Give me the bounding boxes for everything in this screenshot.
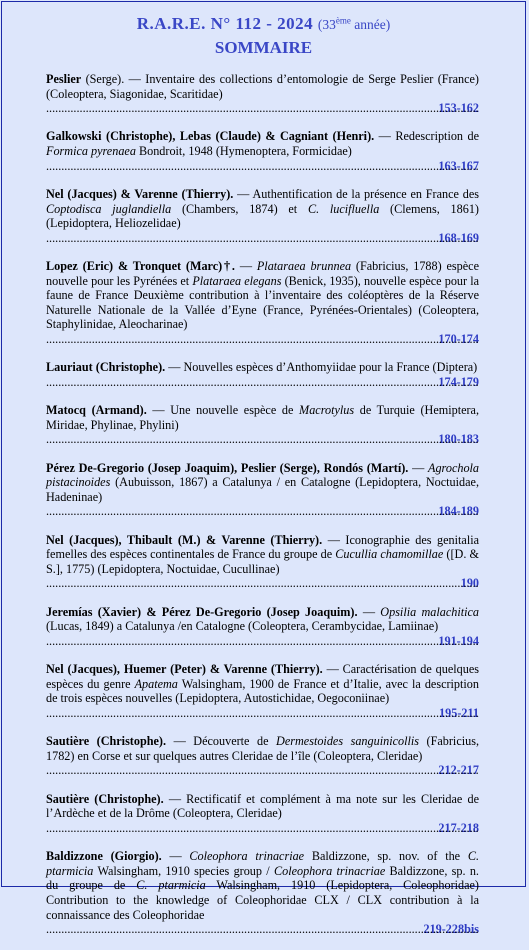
entry-text: — Iconographie des genitalia femelles des espèces continentales de France du groupe de xyxy=(46,532,480,562)
contents-frame xyxy=(1,1,526,937)
entry-text: Bondroit, 1948 (Hymenoptera, Formicidae) xyxy=(135,144,352,159)
entry-authors: Lopez (Eric) & Tronquet (Marc)†. xyxy=(46,259,235,273)
dot-leader xyxy=(46,922,479,937)
entry-authors: Nel (Jacques), Huemer (Peter) & Varenne (Thierry). xyxy=(46,662,323,677)
toc-entry xyxy=(46,187,479,245)
toc-entry xyxy=(46,605,479,649)
entry-text: ([D. & S.], 1775) (Lepidoptera, Noctuidae, Cucullinae) xyxy=(46,547,479,576)
entry-authors: Baldizzone (Giorgio). xyxy=(46,849,162,864)
entry-authors: Sautière (Christophe). xyxy=(46,791,164,806)
taxon-name: Dermestoides sanguinicollis xyxy=(276,734,419,749)
page-range: 191-194 xyxy=(434,634,479,649)
taxon-name: C. lucifluella xyxy=(307,201,380,216)
page-range: 180-183 xyxy=(434,432,479,447)
page-range: 153-162 xyxy=(434,101,479,116)
entry-text: (Fabricius, 1782) en Corse et sur quelques autres Cleridae de l’île (Coleoptera, Cleridae) xyxy=(46,734,479,763)
entry-text: Walsingham, 1910 species group / xyxy=(93,863,274,878)
dot-leader xyxy=(46,375,479,390)
taxon-name: Coptodiscа juglandiella xyxy=(46,201,172,216)
taxon-name: Coleophora trinacriae xyxy=(189,849,305,864)
dot-leader xyxy=(46,101,479,116)
taxon-name: C. ptarmicia xyxy=(136,878,206,893)
page-range: 217-218 xyxy=(434,821,479,836)
entry-text: — xyxy=(357,604,381,619)
entry-text: Baldizzone, sp. nov. of the xyxy=(304,849,468,864)
dot-leader xyxy=(46,231,479,246)
taxon-name: Agrochola pistacinoides xyxy=(46,460,480,490)
taxon-name: Formica pyrenaea xyxy=(46,144,136,159)
entry-authors: Galkowski (Christophe), Lebas (Claude) & Cagniant (Henri). xyxy=(46,129,375,144)
entry-text: (Clemens, 1861) (Lepidoptera, Heliozelidae) xyxy=(46,201,479,231)
entry-text: Walsingham, 1910 (Lepidoptera, Coleophoridae) Contribution to the knowledge of Coleophoridae CLX / CLX contribution à la connaissance des Coleophoridae xyxy=(46,878,479,922)
toc-entry xyxy=(46,734,479,778)
entry-text: — Une nouvelle espèce de xyxy=(146,403,300,418)
toc-entry xyxy=(46,129,479,173)
dot-leader xyxy=(46,504,479,519)
entry-text: (Serge). — Inventaire des collections d’entomologie de Serge Peslier (France) (Coleoptera, Siagonidae, Scaritidae) xyxy=(46,72,479,101)
dot-leader xyxy=(46,821,479,836)
toc-entry xyxy=(46,259,479,347)
entry-authors: Jeremías (Xavier) & Pérez De-Gregorio (Josep Joaquim). xyxy=(46,604,358,619)
page-range: 184-189 xyxy=(434,504,479,519)
entry-text: de Turquie (Hemiptera, Miridae, Phylinae, Phylini) xyxy=(46,403,479,432)
entry-text: — xyxy=(408,460,429,475)
dot-leader xyxy=(46,332,479,347)
entry-text: (Chambers, 1874) et xyxy=(171,201,308,216)
taxon-name: Plataraea elegans xyxy=(192,273,282,288)
page-range: 163-167 xyxy=(434,159,479,174)
taxon-name: Macrotylus xyxy=(299,403,355,418)
page-range: 219-228bis xyxy=(419,922,479,937)
entry-text: — Rectificatif et complément à ma note sur les Cleridae de l’Ardèche et de la Drôme (Coleoptera, Cleridae) xyxy=(46,791,479,821)
toc-entry xyxy=(46,533,479,591)
entry-text: — xyxy=(234,259,257,273)
toc-entry xyxy=(46,662,479,720)
entry-text: — Découverte de xyxy=(166,734,277,749)
dot-leader xyxy=(46,159,479,174)
dot-leader xyxy=(46,576,479,591)
entry-text: (Lucas, 1849) a Catalunya /en Catalogne (Coleoptera, Cerambycidae, Lamiinae) xyxy=(46,619,439,634)
page-range: 195-211 xyxy=(435,706,479,721)
taxon-name: Coleophora trinacriae xyxy=(273,863,386,878)
entry-authors: Nel (Jacques), Thibault (M.) & Varenne (Thierry). xyxy=(46,532,323,547)
page-range: 170-174 xyxy=(434,332,479,347)
toc-entry xyxy=(46,72,479,116)
page-range: 168-169 xyxy=(434,231,479,246)
page-range: 174-179 xyxy=(434,375,479,390)
taxon-name: Apatema xyxy=(134,676,178,691)
entry-text: Baldizzone, sp. n. du groupe de xyxy=(46,863,479,893)
toc-entry xyxy=(46,849,479,937)
toc-entry xyxy=(46,360,479,389)
entry-authors: Nel (Jacques) & Varenne (Thierry). xyxy=(46,186,234,201)
toc-entry xyxy=(46,403,479,447)
journal-title xyxy=(2,14,525,34)
entry-authors: Sautière (Christophe). xyxy=(46,734,167,749)
header xyxy=(2,14,525,58)
entry-authors: Peslier xyxy=(46,72,82,86)
dot-leader xyxy=(46,763,479,778)
entry-text: (Aubuisson, 1867) a Catalunya / en Catalogne (Lepidoptera, Noctuidae, Hadeninae) xyxy=(46,475,479,504)
entry-authors: Lauriaut (Christophe). xyxy=(46,360,166,375)
dot-leader xyxy=(46,432,479,447)
entry-text: — xyxy=(161,849,190,864)
entry-text: — Caractérisation de quelques espèces du genre xyxy=(46,662,479,691)
toc-entry xyxy=(46,461,479,519)
taxon-name: Plataraea brunnea xyxy=(256,259,352,273)
entry-text: (Fabricius, 1788) espèce nouvelle pour les Pyrénées et xyxy=(46,259,479,288)
entry-text: — Authentification de la présence en France des xyxy=(233,186,479,201)
title-main: R.A.R.E. N° 112 - 2024 xyxy=(136,14,314,33)
entry-text: — Redescription de xyxy=(374,129,479,144)
entry-text: — Nouvelles espèces d’Anthomyiidae pour la France (Diptera) xyxy=(165,360,478,375)
entry-authors: Pérez De-Gregorio (Josep Joaquim), Peslier (Serge), Rondós (Martí). xyxy=(46,460,409,475)
entry-authors: Matocq (Armand). xyxy=(46,403,147,418)
taxon-name: C. ptarmicia xyxy=(46,849,480,878)
dot-leader xyxy=(46,634,479,649)
toc-entry xyxy=(46,792,479,836)
entry-text: Walsingham, 1900 de France et d’Italie, avec la description de trois espèces nouvelles (Lepidoptera, Autostichidae, Oegoconiinae) xyxy=(46,676,479,706)
taxon-name: Opsilia malachitica xyxy=(380,604,480,619)
sommaire-heading: SOMMAIRE xyxy=(214,38,313,57)
title-year: (33ème année) xyxy=(317,15,391,32)
taxon-name: Cucullia chamomillae xyxy=(335,547,444,562)
dot-leader xyxy=(46,706,479,721)
entry-text: (Benick, 1935), nouvelle espèce pour la faune de France Deuxième contribution à l’inventaire des coléoptères de la Réserve Naturelle Nationale de la Vallée d’Eyne (France, Pyrénées-Orientales) (Coleoptera, Staphylinidae, Aleocharinae) xyxy=(46,273,479,332)
page-range: 190 xyxy=(457,576,479,591)
table-of-contents xyxy=(46,72,479,950)
page-range: 212-217 xyxy=(434,763,479,778)
